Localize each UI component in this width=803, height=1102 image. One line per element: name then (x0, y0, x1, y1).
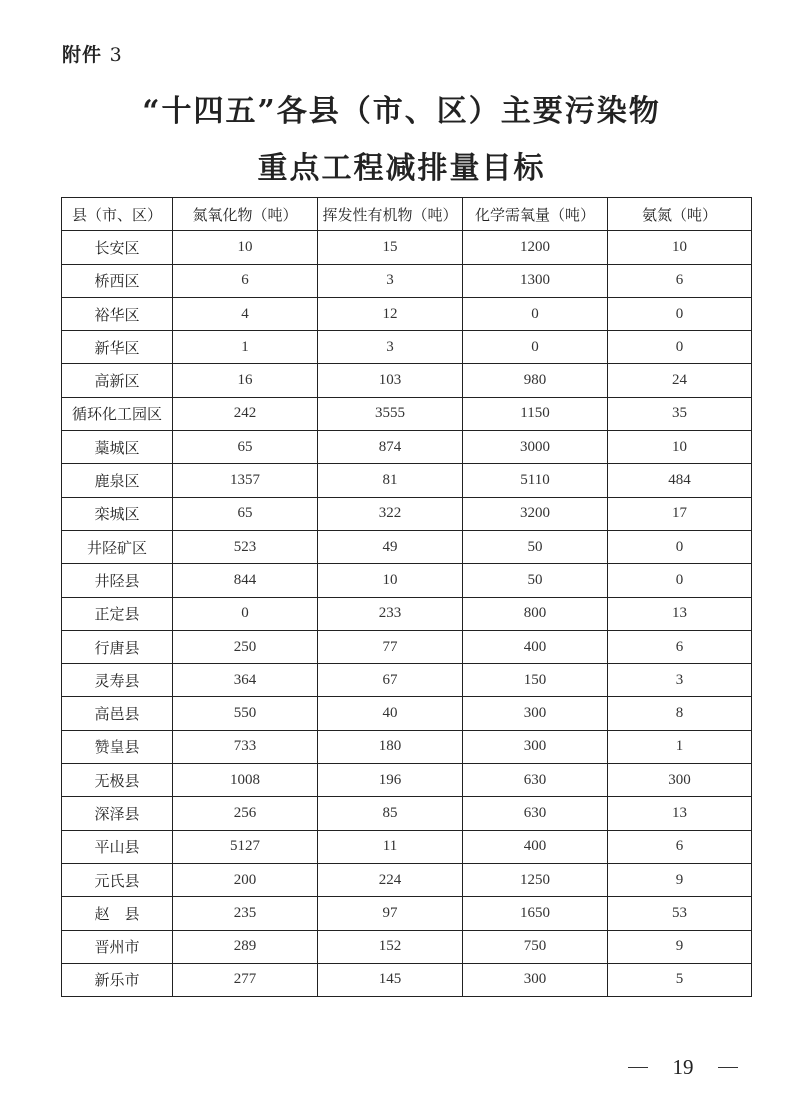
nox-cell: 250 (173, 630, 318, 663)
ammonia-cell: 53 (608, 897, 752, 930)
page-number (628, 1055, 738, 1080)
page-number-value: 19 (672, 1055, 694, 1079)
attachment-number: 3 (109, 44, 123, 66)
ammonia-cell: 35 (608, 397, 752, 430)
ammonia-cell: 13 (608, 597, 752, 630)
table-row (62, 630, 752, 663)
attachment-label (62, 40, 123, 67)
county-cell: 赞皇县 (62, 730, 173, 763)
cod-cell: 0 (463, 297, 608, 330)
voc-cell: 874 (318, 431, 463, 464)
ammonia-cell: 17 (608, 497, 752, 530)
county-cell: 井陉矿区 (62, 530, 173, 563)
voc-cell: 77 (318, 630, 463, 663)
county-cell: 深泽县 (62, 797, 173, 830)
county-cell: 井陉县 (62, 564, 173, 597)
attachment-text: 附件 (62, 44, 103, 66)
county-cell: 晋州市 (62, 930, 173, 963)
cod-cell: 1250 (463, 863, 608, 896)
table-row (62, 497, 752, 530)
ammonia-cell: 0 (608, 564, 752, 597)
table-row (62, 364, 752, 397)
county-cell: 高新区 (62, 364, 173, 397)
nox-cell: 550 (173, 697, 318, 730)
cod-cell: 3200 (463, 497, 608, 530)
column-header-cod: 化学需氧量（吨） (463, 198, 608, 231)
voc-cell: 85 (318, 797, 463, 830)
county-cell: 平山县 (62, 830, 173, 863)
voc-cell: 322 (318, 497, 463, 530)
table-row (62, 830, 752, 863)
nox-cell: 1 (173, 331, 318, 364)
table-row (62, 397, 752, 430)
voc-cell: 11 (318, 830, 463, 863)
nox-cell: 235 (173, 897, 318, 930)
nox-cell: 242 (173, 397, 318, 430)
table-row (62, 863, 752, 896)
table-row (62, 297, 752, 330)
county-cell: 藁城区 (62, 431, 173, 464)
cod-cell: 630 (463, 797, 608, 830)
table-row (62, 730, 752, 763)
cod-cell: 1300 (463, 264, 608, 297)
county-cell: 裕华区 (62, 297, 173, 330)
ammonia-cell: 0 (608, 530, 752, 563)
column-header-ammonia: 氨氮（吨） (608, 198, 752, 231)
cod-cell: 750 (463, 930, 608, 963)
page-number-left-dash (628, 1067, 648, 1069)
table-row (62, 331, 752, 364)
ammonia-cell: 3 (608, 664, 752, 697)
table-row (62, 264, 752, 297)
county-cell: 桥西区 (62, 264, 173, 297)
ammonia-cell: 0 (608, 297, 752, 330)
cod-cell: 50 (463, 564, 608, 597)
county-cell: 栾城区 (62, 497, 173, 530)
cod-cell: 150 (463, 664, 608, 697)
table-row (62, 764, 752, 797)
voc-cell: 145 (318, 963, 463, 996)
nox-cell: 65 (173, 431, 318, 464)
ammonia-cell: 0 (608, 331, 752, 364)
county-cell: 行唐县 (62, 630, 173, 663)
county-cell: 鹿泉区 (62, 464, 173, 497)
nox-cell: 844 (173, 564, 318, 597)
ammonia-cell: 9 (608, 863, 752, 896)
table-row (62, 530, 752, 563)
county-cell: 新乐市 (62, 963, 173, 996)
cod-cell: 50 (463, 530, 608, 563)
nox-cell: 1357 (173, 464, 318, 497)
document-title-line-1: “十四五”各县（市、区）主要污染物 (142, 94, 661, 129)
voc-cell: 49 (318, 530, 463, 563)
nox-cell: 1008 (173, 764, 318, 797)
ammonia-cell: 24 (608, 364, 752, 397)
ammonia-cell: 6 (608, 630, 752, 663)
column-header-county: 县（市、区） (62, 198, 173, 231)
nox-cell: 5127 (173, 830, 318, 863)
cod-cell: 630 (463, 764, 608, 797)
nox-cell: 523 (173, 530, 318, 563)
voc-cell: 12 (318, 297, 463, 330)
voc-cell: 81 (318, 464, 463, 497)
cod-cell: 400 (463, 630, 608, 663)
nox-cell: 0 (173, 597, 318, 630)
county-cell: 长安区 (62, 231, 173, 264)
cod-cell: 1650 (463, 897, 608, 930)
ammonia-cell: 1 (608, 730, 752, 763)
cod-cell: 400 (463, 830, 608, 863)
voc-cell: 233 (318, 597, 463, 630)
ammonia-cell: 10 (608, 431, 752, 464)
column-header-nox: 氮氧化物（吨） (173, 198, 318, 231)
nox-cell: 733 (173, 730, 318, 763)
ammonia-cell: 10 (608, 231, 752, 264)
cod-cell: 300 (463, 730, 608, 763)
table-header-row (62, 198, 752, 231)
cod-cell: 980 (463, 364, 608, 397)
emission-target-table (61, 197, 752, 997)
ammonia-cell: 8 (608, 697, 752, 730)
voc-cell: 67 (318, 664, 463, 697)
voc-cell: 15 (318, 231, 463, 264)
table-row (62, 697, 752, 730)
voc-cell: 97 (318, 897, 463, 930)
ammonia-cell: 13 (608, 797, 752, 830)
column-header-voc: 挥发性有机物（吨） (318, 198, 463, 231)
cod-cell: 300 (463, 697, 608, 730)
cod-cell: 1150 (463, 397, 608, 430)
table-row (62, 930, 752, 963)
ammonia-cell: 6 (608, 830, 752, 863)
voc-cell: 3 (318, 264, 463, 297)
voc-cell: 10 (318, 564, 463, 597)
cod-cell: 5110 (463, 464, 608, 497)
voc-cell: 3 (318, 331, 463, 364)
nox-cell: 289 (173, 930, 318, 963)
table-row (62, 564, 752, 597)
page-number-right-dash (718, 1067, 738, 1069)
nox-cell: 256 (173, 797, 318, 830)
county-cell: 无极县 (62, 764, 173, 797)
voc-cell: 196 (318, 764, 463, 797)
county-cell: 赵 县 (62, 897, 173, 930)
nox-cell: 16 (173, 364, 318, 397)
nox-cell: 200 (173, 863, 318, 896)
voc-cell: 3555 (318, 397, 463, 430)
nox-cell: 364 (173, 664, 318, 697)
ammonia-cell: 5 (608, 963, 752, 996)
county-cell: 新华区 (62, 331, 173, 364)
voc-cell: 40 (318, 697, 463, 730)
table-row (62, 597, 752, 630)
nox-cell: 6 (173, 264, 318, 297)
nox-cell: 277 (173, 963, 318, 996)
voc-cell: 152 (318, 930, 463, 963)
county-cell: 灵寿县 (62, 664, 173, 697)
cod-cell: 1200 (463, 231, 608, 264)
table-body (62, 231, 752, 997)
voc-cell: 103 (318, 364, 463, 397)
county-cell: 正定县 (62, 597, 173, 630)
table-row (62, 231, 752, 264)
table-row (62, 897, 752, 930)
county-cell: 元氏县 (62, 863, 173, 896)
cod-cell: 3000 (463, 431, 608, 464)
table-row (62, 431, 752, 464)
table-row (62, 464, 752, 497)
table-row (62, 664, 752, 697)
nox-cell: 4 (173, 297, 318, 330)
ammonia-cell: 6 (608, 264, 752, 297)
voc-cell: 224 (318, 863, 463, 896)
cod-cell: 300 (463, 963, 608, 996)
table-row (62, 797, 752, 830)
county-cell: 循环化工园区 (62, 397, 173, 430)
ammonia-cell: 9 (608, 930, 752, 963)
table-row (62, 963, 752, 996)
voc-cell: 180 (318, 730, 463, 763)
county-cell: 高邑县 (62, 697, 173, 730)
nox-cell: 10 (173, 231, 318, 264)
cod-cell: 800 (463, 597, 608, 630)
document-title-line-2: 重点工程减排量目标 (257, 151, 546, 186)
ammonia-cell: 300 (608, 764, 752, 797)
cod-cell: 0 (463, 331, 608, 364)
ammonia-cell: 484 (608, 464, 752, 497)
nox-cell: 65 (173, 497, 318, 530)
